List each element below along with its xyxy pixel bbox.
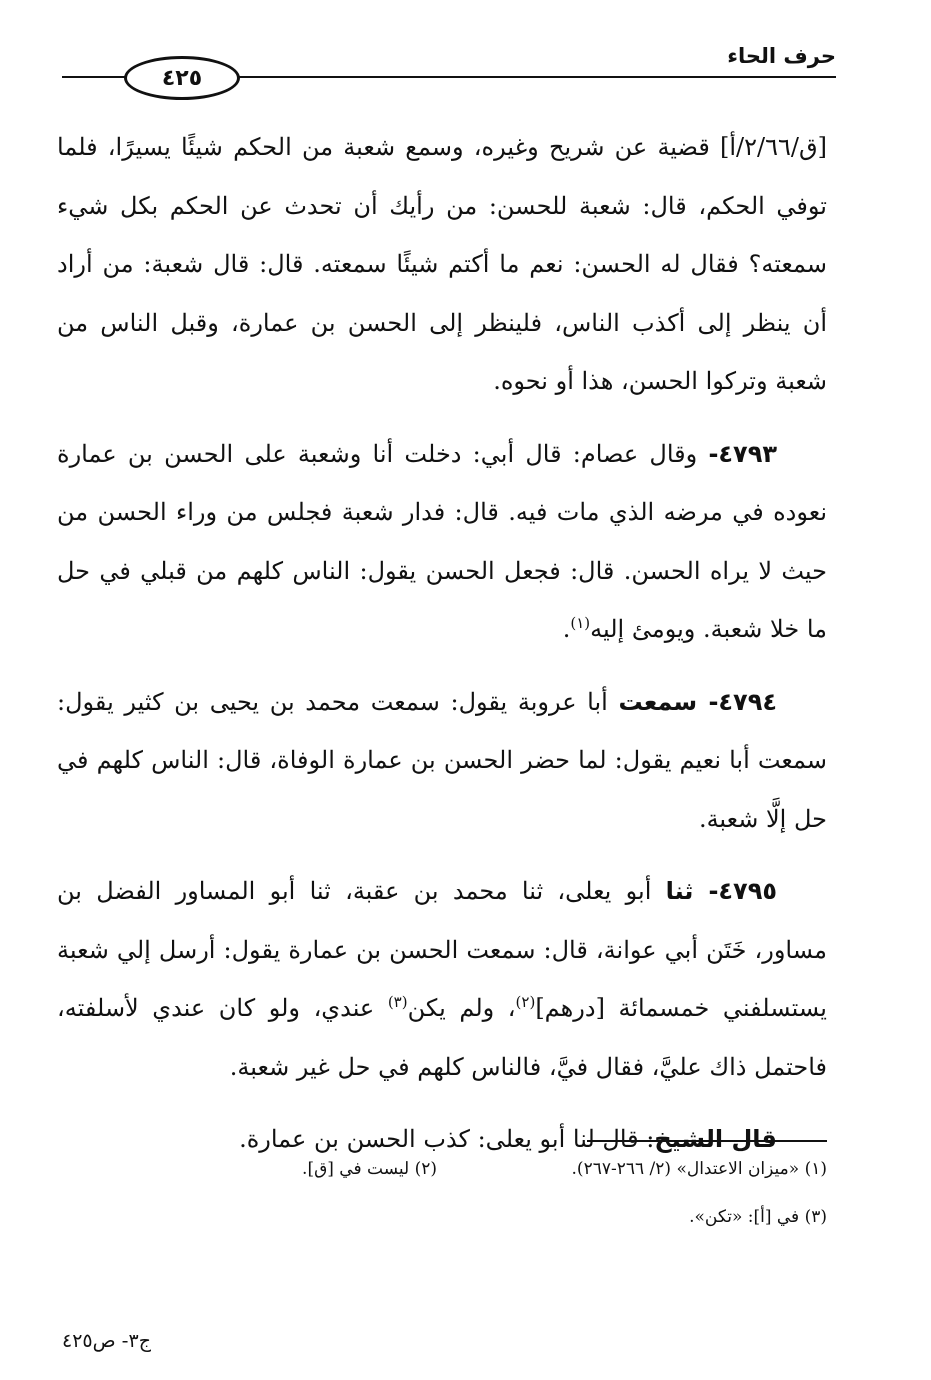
- page-number-badge: [124, 56, 240, 100]
- paragraph-text: أبا عروبة يقول: سمعت محمد بن يحيى بن كثير يقول: سمعت أبا نعيم يقول: لما حضر الحسن بن عمارة الوفاة، قال: الناس كلهم في حل إلَّا شعبة.: [57, 687, 827, 833]
- paragraph-4794: [57, 673, 827, 849]
- paragraph-4795: [57, 862, 827, 1096]
- paragraph-text-a: أبو يعلى، ثنا محمد بن عقبة، ثنا أبو المساور الفضل بن مساور، خَتَن أبي عوانة، قال: سمعت الحسن بن عمارة يقول: أرسل إلي شعبة يستسلفني خمسمائة [درهم]: [57, 877, 827, 1022]
- footnote-rule: [587, 1140, 827, 1142]
- keyword-narrated: ثنا: [665, 877, 709, 905]
- keyword-sheikh: قال الشيخ: [654, 1125, 777, 1153]
- volume-page-marker: ج٣- ص٤٢٥: [62, 1330, 151, 1352]
- page-number: ٤٢٥: [161, 65, 203, 91]
- footnote-2: (٢) ليست في [ق].: [302, 1159, 437, 1179]
- running-head: حرف الحاء: [727, 44, 836, 68]
- paragraph-4793: [57, 425, 827, 659]
- footnote-ref-2[interactable]: (٢): [515, 993, 536, 1011]
- footnote-row: [57, 1206, 827, 1228]
- entry-number: ٤٧٩٥-: [708, 877, 777, 905]
- footnote-ref-3[interactable]: (٣): [387, 993, 408, 1011]
- paragraph-text-b: ، ولم يكن: [407, 994, 516, 1022]
- main-text: [57, 118, 827, 1183]
- paragraph-text-c: عندي، ولو كان عندي لأسلفته، فاحتمل ذاك عليَّ، فقال فيَّ، فالناس كلهم في حل غير شعبة.: [57, 994, 827, 1081]
- keyword-heard: سمعت: [618, 687, 709, 716]
- paragraph-1: [57, 118, 827, 411]
- entry-number: ٤٧٩٤-: [708, 687, 777, 716]
- paragraph-text: : قال لنا أبو يعلى: كذب الحسن بن عمارة.: [239, 1125, 655, 1153]
- entry-number: ٤٧٩٣-: [708, 439, 777, 468]
- page-header: [62, 38, 836, 118]
- paragraph-1-text: [ق/٢/٦٦/أ] قضية عن شريح وغيره، وسمع شعبة من الحكم شيئًا يسيرًا، فلما توفي الحكم، قال: شعبة للحسن: من رأيك أن تحدث عن الحكم بكل شيء سمعته؟ فقال له الحسن: نعم ما أكتم شيئًا سمعته. قال: قال شعبة: من أراد أن ينظر إلى أكذب الناس، فلينظر إلى الحسن بن عمارة، وقبل الناس من شعبة وتركوا الحسن، هذا أو نحوه.: [57, 133, 827, 395]
- footnote-3: (٣) في [أ]: «تكن».: [689, 1207, 827, 1227]
- footnotes: [57, 1158, 827, 1254]
- footnote-1: (١) «ميزان الاعتدال» (٢/ ٢٦٦-٢٦٧).: [571, 1159, 827, 1179]
- paragraph-text: وقال عصام: قال أبي: دخلت أنا وشعبة على الحسن بن عمارة نعوده في مرضه الذي مات فيه. قال: فدار شعبة فجلس من وراء الحسن من حيث لا يراه الحسن. قال: فجعل الحسن يقول: الناس كلهم من قبلي في حل ما خلا شعبة. ويومئ إليه: [57, 439, 827, 643]
- footnote-row: [57, 1158, 827, 1180]
- paragraph-end: .: [562, 615, 571, 643]
- footnote-ref-1[interactable]: (١): [570, 614, 591, 632]
